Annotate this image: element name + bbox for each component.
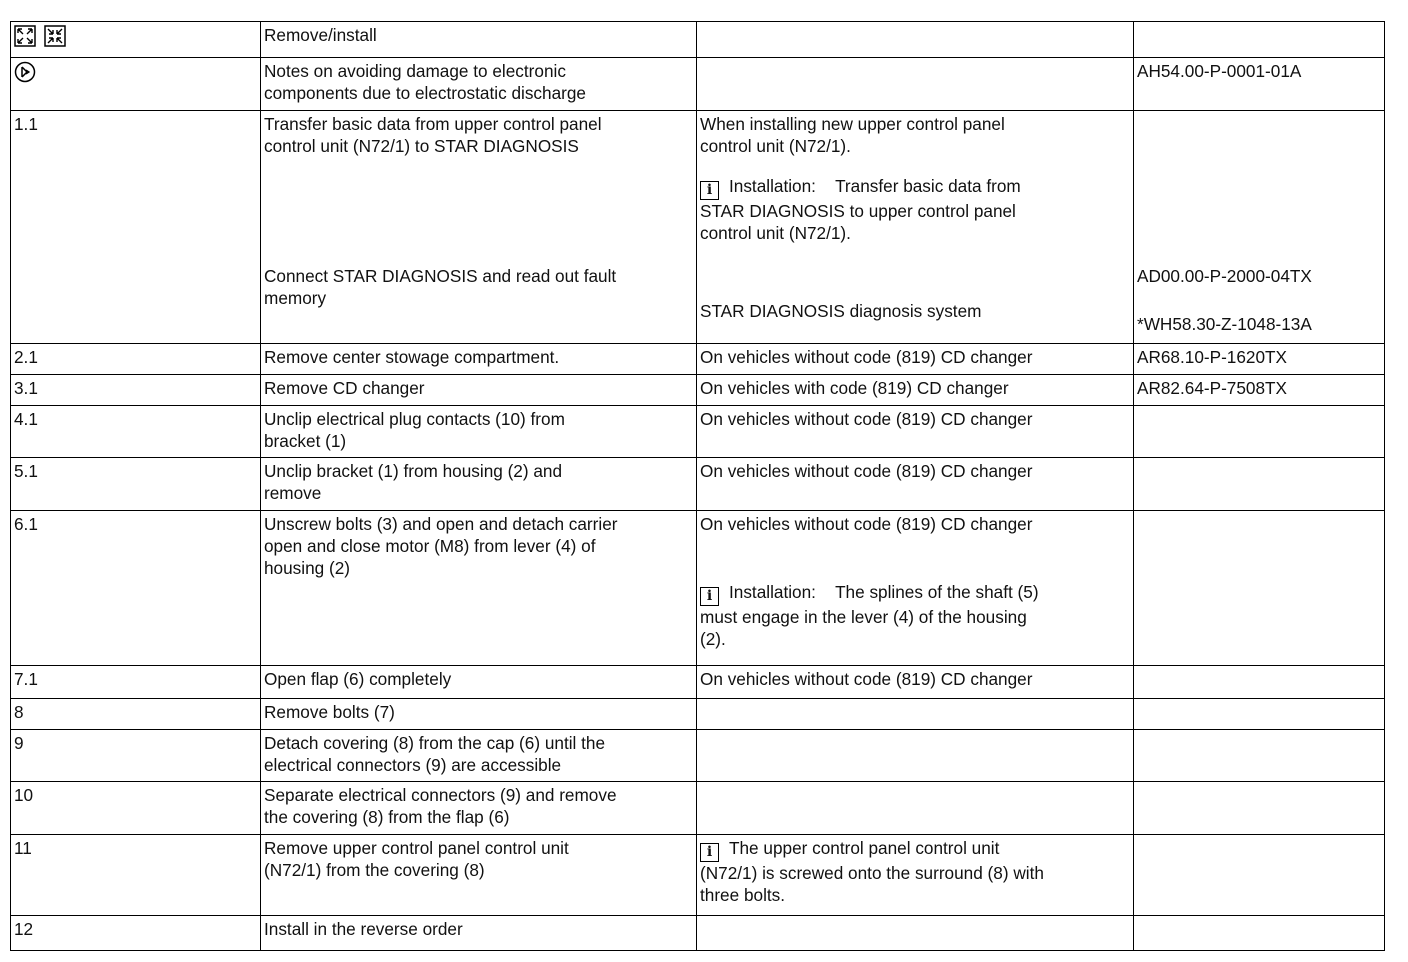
table-row xyxy=(11,22,1385,58)
step-number: 7.1 xyxy=(11,666,261,699)
info-icon: i xyxy=(700,181,719,200)
info-icon: i xyxy=(700,587,719,606)
table-row xyxy=(11,58,1385,111)
esd-note: Notes on avoiding damage to electronic components due to electrostatic discharge xyxy=(261,58,697,111)
table-row: 11 Remove upper control panel control unit (N72/1) from the covering (8) i The upper control panel control unit (N72/1) is screwed onto the surround (8) with three bolts. xyxy=(11,835,1385,916)
doc-reference[interactable]: AR82.64-P-7508TX xyxy=(1134,375,1385,406)
table-row: 8 Remove bolts (7) xyxy=(11,699,1385,730)
step-number: 8 xyxy=(11,699,261,730)
doc-reference[interactable]: AH54.00-P-0001-01A xyxy=(1134,58,1385,111)
table-row: 9 Detach covering (8) from the cap (6) until the electrical connectors (9) are accessible xyxy=(11,730,1385,782)
procedure-table xyxy=(10,21,1385,951)
install-icon xyxy=(44,25,66,47)
table-row: 4.1 Unclip electrical plug contacts (10) from bracket (1) On vehicles without code (819) CD changer xyxy=(11,406,1385,458)
table-row: 12 Install in the reverse order xyxy=(11,916,1385,951)
table-row: 3.1 Remove CD changer On vehicles with code (819) CD changer AR82.64-P-7508TX xyxy=(11,375,1385,406)
step-number: 12 xyxy=(11,916,261,951)
table-row: 10 Separate electrical connectors (9) and remove the covering (8) from the flap (6) xyxy=(11,782,1385,835)
doc-reference[interactable]: AD00.00-P-2000-04TX xyxy=(1137,266,1312,286)
step-number: 9 xyxy=(11,730,261,782)
remove-install-icons xyxy=(11,22,261,58)
table-row: 1.1 Transfer basic data from upper control panel control unit (N72/1) to STAR DIAGNOSIS Connect STAR DIAGNOSIS and read out fault memory When installing new upper control panel control unit (N72/1). i Installation: Transfer basic data from STAR DIAGNOSIS to upper control panel control unit (N72/1). STAR DIAGNOSIS diagnosis system AD00.00-P-2000-04TX *WH58.30-Z-1048-13A xyxy=(11,111,1385,344)
doc-reference[interactable]: AR68.10-P-1620TX xyxy=(1134,344,1385,375)
step-number: 4.1 xyxy=(11,406,261,458)
esd-warning-icon xyxy=(14,61,36,83)
step-number: 5.1 xyxy=(11,458,261,511)
header-title: Remove/install xyxy=(261,22,697,58)
table-row: 7.1 Open flap (6) completely On vehicles without code (819) CD changer xyxy=(11,666,1385,699)
step-number: 2.1 xyxy=(11,344,261,375)
step-number: 10 xyxy=(11,782,261,835)
step-number: 11 xyxy=(11,835,261,916)
table-row: 5.1 Unclip bracket (1) from housing (2) and remove On vehicles without code (819) CD changer xyxy=(11,458,1385,511)
doc-reference[interactable]: *WH58.30-Z-1048-13A xyxy=(1137,314,1312,334)
info-icon: i xyxy=(700,843,719,862)
table-row: 6.1 Unscrew bolts (3) and open and detach carrier open and close motor (M8) from lever (4) of housing (2) On vehicles without code (819) CD changer i Installation: The splines of the shaft (5) must engage in the lever (4) of the housing (2). xyxy=(11,511,1385,666)
step-number: 3.1 xyxy=(11,375,261,406)
step-number: 1.1 xyxy=(11,111,261,344)
remove-icon xyxy=(14,25,36,47)
table-row: 2.1 Remove center stowage compartment. On vehicles without code (819) CD changer AR68.10-P-1620TX xyxy=(11,344,1385,375)
step-number: 6.1 xyxy=(11,511,261,666)
